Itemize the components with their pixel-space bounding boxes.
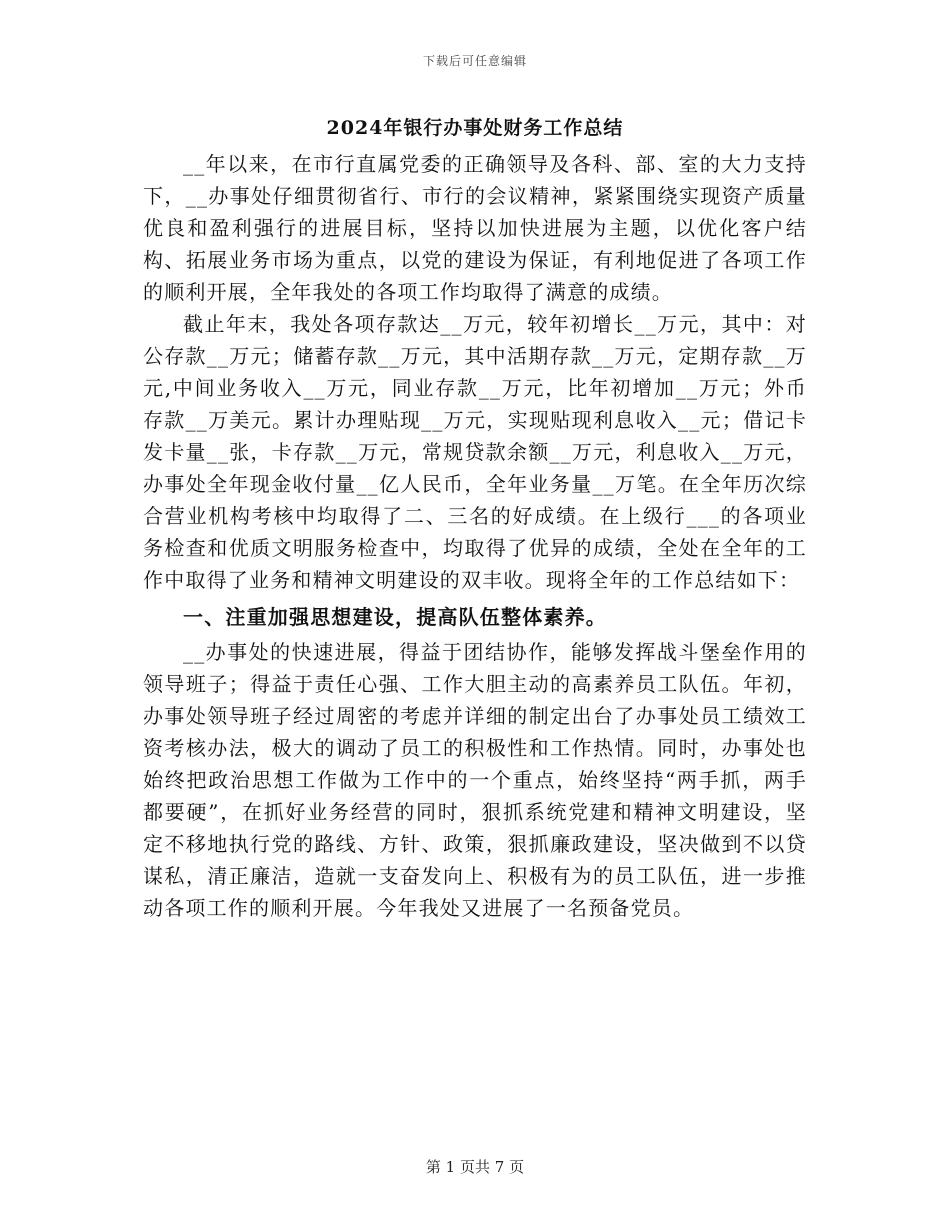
section-paragraph: __办事处的快速进展，得益于团结协作，能够发挥战斗堡垒作用的领导班子；得益于责任心强、工作大胆主动的高素养员工队伍。年初，办事处领导班子经过周密的考虑并详细的制定出台了办事处员工绩效工资考核办法，极大的调动了员工的积极性和工作热情。同时，办事处也始终把政治思想工作做为工作中的一个重点，始终坚持“两手抓，两手都要硬”，在抓好业务经营的同时，狠抓系统党建和精神文明建设，坚定不移地执行党的路线、方针、政策，狠抓廉政建设，坚决做到不以贷谋私，清正廉洁，造就一支奋发向上、积极有为的员工队伍，进一步推动各项工作的顺利开展。今年我处又进展了一名预备党员。	[143, 640, 807, 920]
page-header-note: 下载后可任意编辑	[422, 54, 527, 68]
document-title: 2024年银行办事处财务工作总结	[326, 117, 624, 139]
intro-paragraph: __年以来，在市行直属党委的正确领导及各科、部、室的大力支持下，__办事处仔细贯彻省行、市行的会议精神，紧紧围绕实现资产质量优良和盈利强行的进展目标，坚持以加快进展为主题，以优化客户结构、拓展业务市场为重点，以党的建设为保证，有利地促进了各项工作的顺利开展，全年我处的各项工作均取得了满意的成绩。	[143, 152, 807, 304]
page-number: 第 1 页共 7 页	[425, 1158, 525, 1176]
document-body	[143, 148, 807, 924]
figures-paragraph: 截止年末，我处各项存款达__万元，较年初增长__万元，其中：对公存款__万元；储蓄存款__万元，其中活期存款__万元，定期存款__万元,中间业务收入__万元，同业存款__万元，比年初增加__万元；外币存款__万美元。累计办理贴现__万元，实现贴现利息收入__元；借记卡发卡量__张，卡存款__万元，常规贷款余额__万元，利息收入__万元，办事处全年现金收付量__亿人民币，全年业务量__万笔。在全年历次综合营业机构考核中均取得了二、三名的好成绩。在上级行___的各项业务检查和优质文明服务检查中，均取得了优异的成绩，全处在全年的工作中取得了业务和精神文明建设的双丰收。现将全年的工作总结如下：	[143, 312, 807, 592]
section-heading: 一、注重加强思想建设，提高队伍整体素养。	[183, 605, 607, 629]
